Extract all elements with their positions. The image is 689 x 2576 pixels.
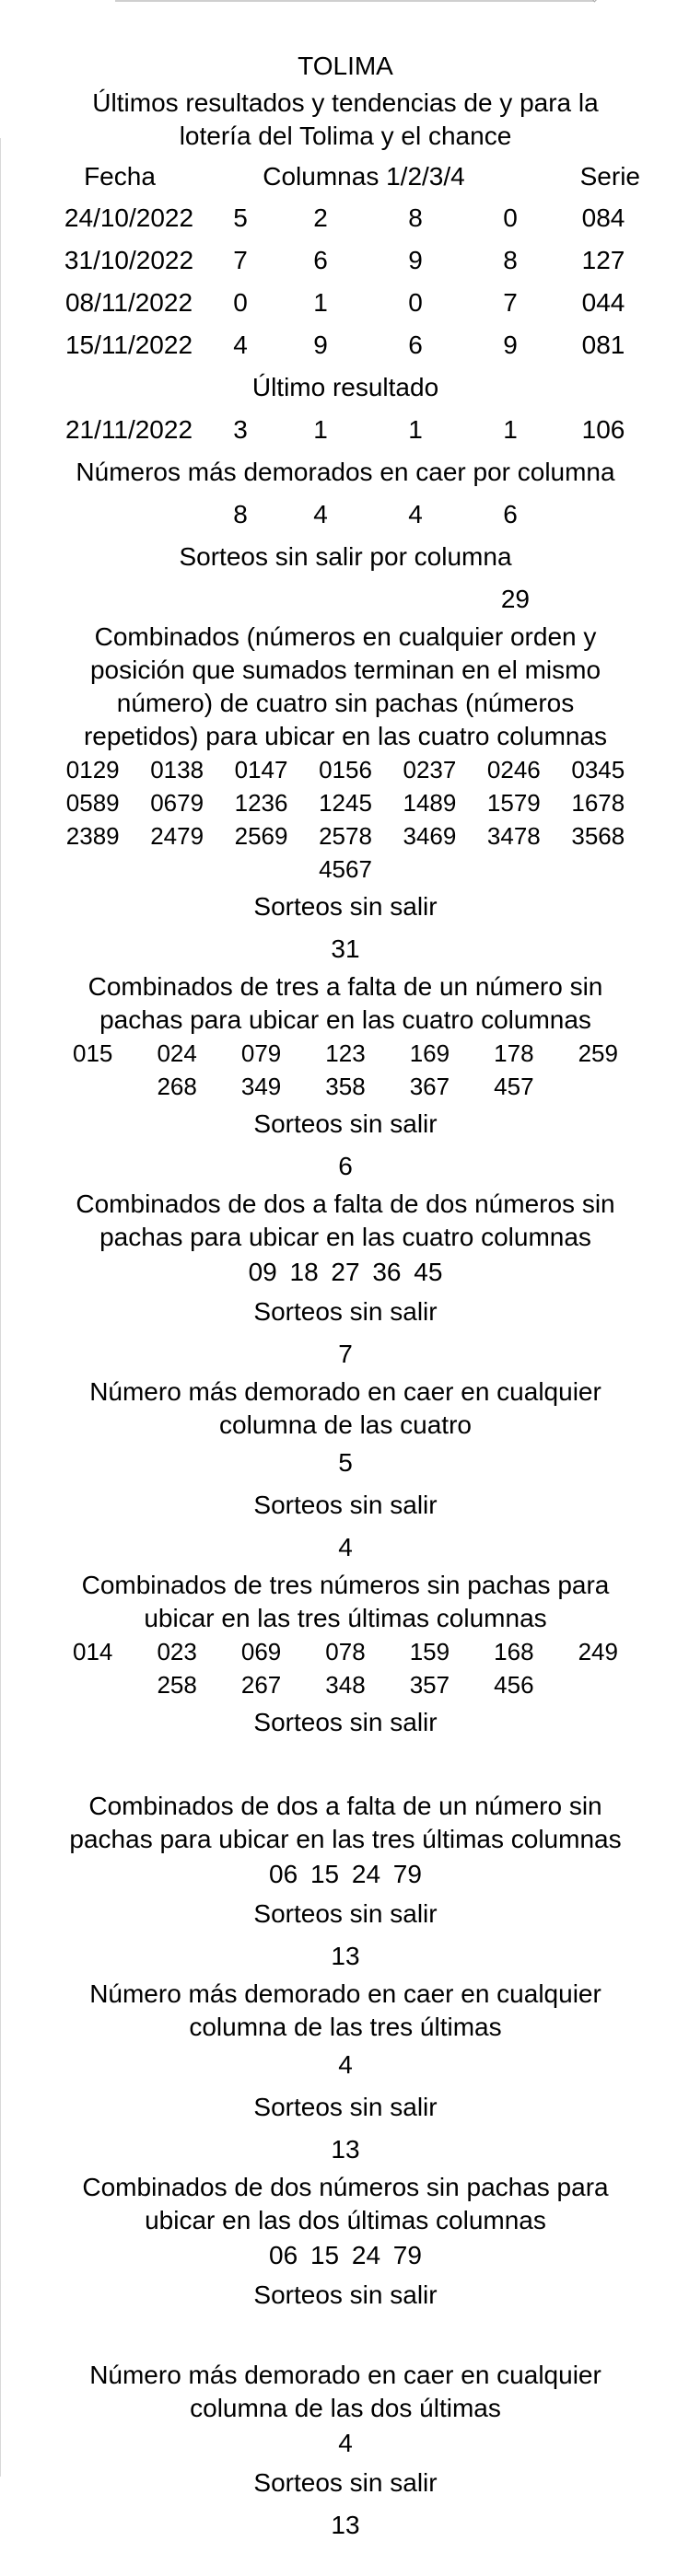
comb2-list: 09 18 27 36 45 xyxy=(248,1258,443,1286)
top-divider xyxy=(115,0,594,2)
dem4-value: 5 xyxy=(338,1448,353,1477)
dem2-value: 4 xyxy=(338,2429,353,2457)
col-cell: 5 xyxy=(233,203,248,232)
sorteos-columna-value: 29 xyxy=(500,585,530,613)
intro-text: Últimos resultados y tendencias de y para la lotería del Tolima y el chance xyxy=(92,88,599,150)
list-item: 1579 xyxy=(486,789,541,817)
list-item: 357 xyxy=(409,1671,450,1699)
list-item: 2569 xyxy=(234,822,288,850)
list-item: 1678 xyxy=(571,789,625,817)
list-item: 1236 xyxy=(234,789,288,817)
list-item: 349 xyxy=(240,1073,282,1100)
col-cell: 3 xyxy=(233,415,248,444)
c2u-list: 06 15 24 79 xyxy=(269,2241,422,2269)
c2f-label: Combinados de dos a falta de un número sin pachas para ubicar en las tres últimas columnas xyxy=(69,1792,622,1853)
col-cell: 6 xyxy=(313,246,328,274)
list-item: 457 xyxy=(494,1073,534,1100)
list-item: 014 xyxy=(73,1638,113,1665)
serie-cell: 106 xyxy=(581,415,625,444)
list-item: 3568 xyxy=(571,822,625,850)
ultimo-row xyxy=(51,409,640,451)
col-cell: 0 xyxy=(408,288,423,317)
list-item: 3469 xyxy=(403,822,457,850)
demorados-row xyxy=(51,493,640,536)
date-cell: 15/11/2022 xyxy=(64,331,193,359)
comb2-label: Combinados de dos a falta de dos números sin pachas para ubicar en las cuatro columnas xyxy=(76,1189,615,1251)
list-item: 0129 xyxy=(65,756,120,783)
ultimo-label: Último resultado xyxy=(251,373,439,401)
serie-cell: 127 xyxy=(581,246,625,274)
page-title: TOLIMA xyxy=(298,52,393,80)
serie-cell: 084 xyxy=(581,203,625,232)
col-cell: 1 xyxy=(408,415,423,444)
date-cell: 31/10/2022 xyxy=(64,246,194,274)
left-border xyxy=(0,138,1,2477)
results-table xyxy=(51,197,640,366)
list-item: 2479 xyxy=(150,822,204,850)
c2f-sorteos-label: Sorteos sin salir xyxy=(253,1899,438,1928)
col-cell: 7 xyxy=(503,288,518,317)
list-item: 069 xyxy=(240,1638,282,1665)
header-serie: Serie xyxy=(579,162,640,191)
dem3-sorteos-label: Sorteos sin salir xyxy=(253,2093,438,2121)
list-item: 2578 xyxy=(319,822,372,850)
dem4-sorteos-label: Sorteos sin salir xyxy=(253,1491,438,1519)
col-cell: 4 xyxy=(408,500,423,528)
list-item: 2389 xyxy=(65,822,120,850)
list-item: 0345 xyxy=(571,756,625,783)
list-item: 258 xyxy=(157,1671,197,1699)
comb4-sorteos-label: Sorteos sin salir xyxy=(253,892,438,921)
list-item: 123 xyxy=(325,1039,366,1067)
list-item: 1489 xyxy=(403,789,457,817)
c3u-sorteos-label: Sorteos sin salir xyxy=(253,1708,438,1736)
list-item: 178 xyxy=(494,1039,534,1067)
list-item: 159 xyxy=(409,1638,450,1665)
c3u-list xyxy=(51,1635,640,1701)
col-cell: 0 xyxy=(233,288,248,317)
c2u-sorteos-label: Sorteos sin salir xyxy=(253,2280,438,2309)
c3u-label: Combinados de tres números sin pachas para ubicar en las tres últimas columnas xyxy=(81,1571,610,1632)
dem4-label: Número más demorado en caer en cualquier columna de las cuatro xyxy=(89,1377,601,1439)
dem2-sorteos-value: 13 xyxy=(331,2511,360,2539)
list-item: 024 xyxy=(157,1039,197,1067)
table-row xyxy=(51,197,640,239)
sorteos-columna-label: Sorteos sin salir por columna xyxy=(179,542,512,571)
list-item: 0589 xyxy=(65,789,120,817)
list-item: 0138 xyxy=(150,756,204,783)
list-item: 0679 xyxy=(150,789,204,817)
results-header xyxy=(51,157,640,197)
list-item: 4567 xyxy=(319,855,372,883)
col-cell: 8 xyxy=(408,203,423,232)
serie-cell: 044 xyxy=(581,288,625,317)
col-cell: 1 xyxy=(313,415,328,444)
dem3-label: Número más demorado en caer en cualquier columna de las tres últimas xyxy=(89,1979,601,2041)
comb2-sorteos-label: Sorteos sin salir xyxy=(253,1297,438,1326)
table-row xyxy=(51,239,640,282)
c3u-sorteos-value xyxy=(51,1744,640,1786)
list-item: 1245 xyxy=(319,789,372,817)
col-cell: 6 xyxy=(408,331,423,359)
table-row xyxy=(51,282,640,324)
list-item: 268 xyxy=(157,1073,197,1100)
col-cell: 2 xyxy=(313,203,328,232)
date-cell: 21/11/2022 xyxy=(64,415,193,444)
header-fecha: Fecha xyxy=(84,162,156,191)
c2f-list: 06 15 24 79 xyxy=(269,1860,422,1888)
date-cell: 24/10/2022 xyxy=(64,203,194,232)
comb4-list xyxy=(51,753,640,886)
col-cell: 9 xyxy=(503,331,518,359)
dem4-sorteos-value: 4 xyxy=(338,1533,353,1561)
list-item: 023 xyxy=(157,1638,197,1665)
dem3-value: 4 xyxy=(338,2050,353,2079)
list-item: 0246 xyxy=(486,756,541,783)
col-cell: 4 xyxy=(233,331,248,359)
serie-cell: 081 xyxy=(581,331,625,359)
col-cell: 9 xyxy=(408,246,423,274)
results-document xyxy=(51,50,640,2547)
demorados-label: Números más demorados en caer por columna xyxy=(76,458,615,486)
list-item: 348 xyxy=(325,1671,366,1699)
col-cell: 4 xyxy=(313,500,328,528)
c2u-sorteos-value xyxy=(51,2316,640,2359)
col-cell: 0 xyxy=(503,203,518,232)
col-cell: 9 xyxy=(313,331,328,359)
comb3-sorteos-value: 6 xyxy=(338,1152,353,1180)
comb4-sorteos-value: 31 xyxy=(331,934,360,963)
dem3-sorteos-value: 13 xyxy=(331,2135,360,2164)
comb2-sorteos-value: 7 xyxy=(338,1340,353,1368)
comb3-sorteos-label: Sorteos sin salir xyxy=(253,1109,438,1138)
c2f-sorteos-value: 13 xyxy=(331,1942,360,1970)
list-item: 079 xyxy=(240,1039,282,1067)
list-item: 168 xyxy=(494,1638,534,1665)
dem2-label: Número más demorado en caer en cualquier columna de las dos últimas xyxy=(89,2361,601,2422)
list-item: 456 xyxy=(494,1671,534,1699)
header-columnas: Columnas 1/2/3/4 xyxy=(263,162,465,191)
c2u-label: Combinados de dos números sin pachas para ubicar en las dos últimas columnas xyxy=(82,2173,609,2234)
list-item: 249 xyxy=(578,1638,618,1665)
table-row xyxy=(51,324,640,366)
col-cell: 1 xyxy=(503,415,518,444)
comb4-label: Combinados (números en cualquier orden y posición que sumados terminan en el mismo número) de cuatro sin pachas (números repetidos) para ubicar en las cuatro columnas xyxy=(83,622,608,750)
list-item: 078 xyxy=(325,1638,366,1665)
list-item: 259 xyxy=(578,1039,618,1067)
list-item: 0147 xyxy=(234,756,288,783)
list-item: 0156 xyxy=(319,756,372,783)
col-cell: 8 xyxy=(233,500,248,528)
list-item: 358 xyxy=(325,1073,366,1100)
list-item: 367 xyxy=(409,1073,450,1100)
list-item: 3478 xyxy=(486,822,541,850)
col-cell: 6 xyxy=(503,500,518,528)
col-cell: 1 xyxy=(313,288,328,317)
col-cell: 7 xyxy=(233,246,248,274)
date-cell: 08/11/2022 xyxy=(64,288,193,317)
comb3-list xyxy=(51,1037,640,1103)
list-item: 0237 xyxy=(403,756,457,783)
list-item: 267 xyxy=(240,1671,282,1699)
col-cell: 8 xyxy=(503,246,518,274)
comb3-label: Combinados de tres a falta de un número sin pachas para ubicar en las cuatro columnas xyxy=(88,972,603,1034)
dem2-sorteos-label: Sorteos sin salir xyxy=(253,2468,438,2497)
list-item: 015 xyxy=(73,1039,113,1067)
list-item: 169 xyxy=(409,1039,450,1067)
